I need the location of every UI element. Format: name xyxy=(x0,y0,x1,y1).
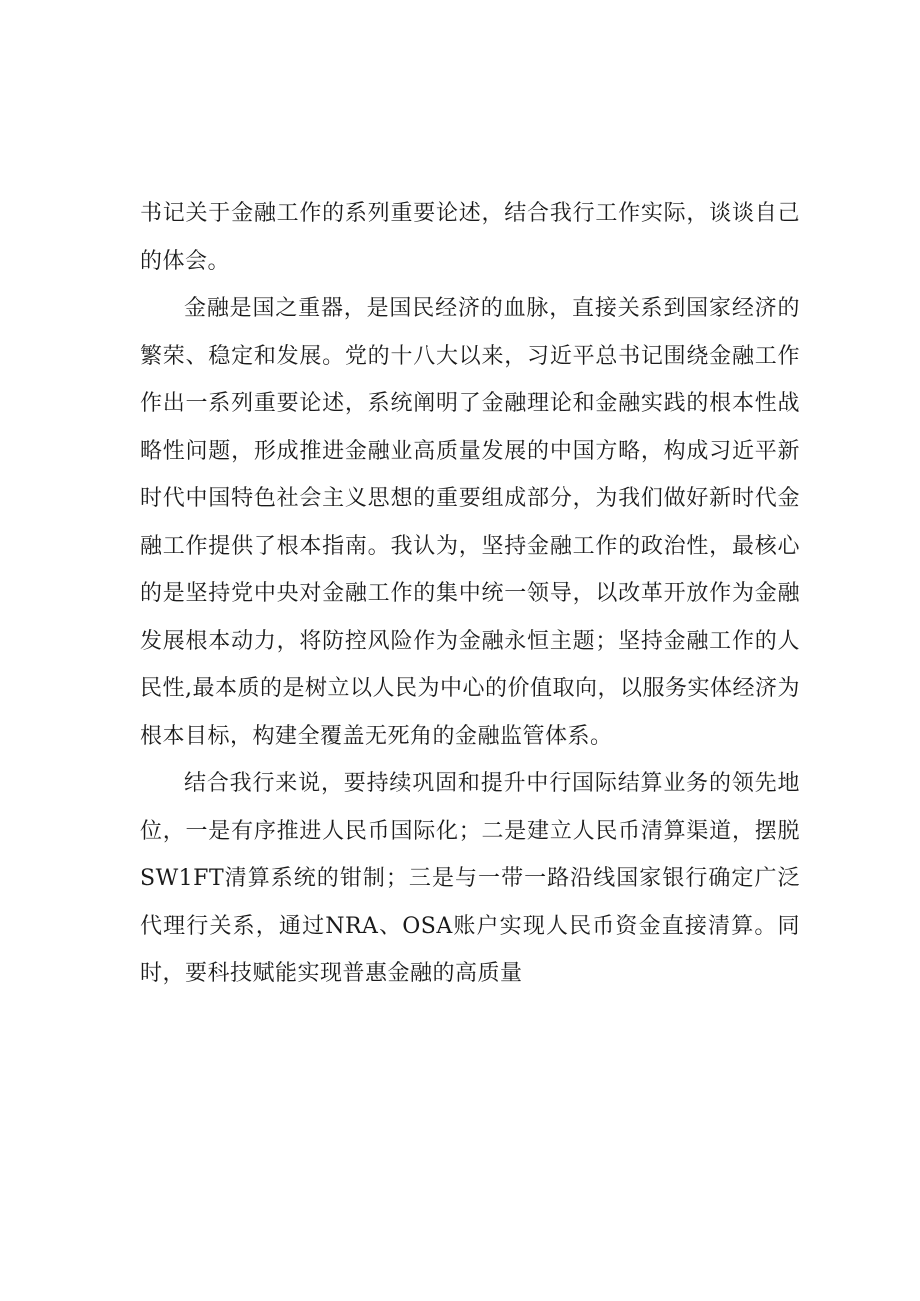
document-body xyxy=(140,190,800,998)
paragraph-2: 金融是国之重器，是国民经济的血脉，直接关系到国家经济的繁荣、稳定和发展。党的十八大以来，习近平总书记围绕金融工作作出一系列重要论述，系统阐明了金融理论和金融实践的根本性战略性问题，形成推进金融业高质量发展的中国方略，构成习近平新时代中国特色社会主义思想的重要组成部分，为我们做好新时代金融工作提供了根本指南。我认为，坚持金融工作的政治性，最核心的是坚持党中央对金融工作的集中统一领导，以改革开放作为金融发展根本动力，将防控风险作为金融永恒主题；坚持金融工作的人民性,最本质的是树立以人民为中心的价值取向，以服务实体经济为根本目标，构建全覆盖无死角的金融监管体系。 xyxy=(140,296,800,749)
paragraph-1: 书记关于金融工作的系列重要论述，结合我行工作实际，谈谈自己的体会。 xyxy=(140,201,800,274)
paragraph-3: 结合我行来说，要持续巩固和提升中行国际结算业务的领先地位，一是有序推进人民币国际化；二是建立人民币清算渠道，摆脱SW1FT清算系统的钳制；三是与一带一路沿线国家银行确定广泛代理行关系，通过NRA、OSA账户实现人民币资金直接清算。同时，要科技赋能实现普惠金融的高质量 xyxy=(140,771,800,986)
